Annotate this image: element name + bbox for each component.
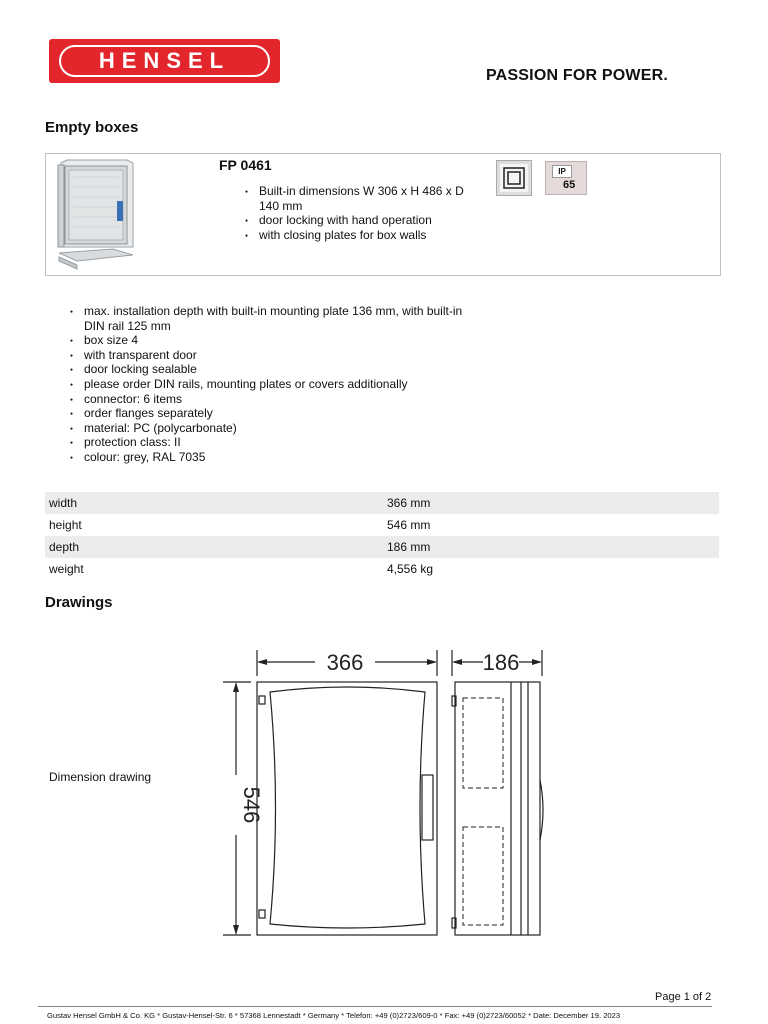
spec-row-width (45, 492, 719, 514)
spec-row-depth (45, 536, 719, 558)
dimension-drawing (215, 640, 555, 945)
drawings-title: Drawings (45, 594, 113, 611)
dim-depth-label: 186 (482, 650, 520, 675)
detail-item: ● door locking sealable (70, 362, 470, 377)
footer-text: Gustav Hensel GmbH & Co. KG * Gustav-Hensel-Str. 6 * 57368 Lennestadt * Germany * Telefon: +49 (0)2723/609-0 * Fax: +49 (0)2723/60052 * Date: December 19. 2023 (47, 1011, 621, 1020)
ip65-badge (545, 161, 587, 195)
logo-text: HENSEL (98, 48, 231, 73)
spec-key: depth (49, 540, 80, 554)
spec-value: 546 mm (387, 518, 431, 532)
spec-key: weight (49, 562, 84, 576)
detail-list (70, 304, 470, 465)
detail-item: ● colour: grey, RAL 7035 (70, 450, 470, 465)
footer-divider (38, 1006, 712, 1007)
detail-item: ● protection class: II (70, 435, 470, 450)
spec-value: 366 mm (387, 496, 431, 510)
spec-key: width (49, 496, 78, 510)
detail-item: ● with transparent door (70, 348, 470, 363)
spec-value: 4,556 kg (387, 562, 434, 576)
feature-item: ● door locking with hand operation (245, 213, 480, 228)
page-number: Page 1 of 2 (655, 991, 712, 1003)
hensel-logo (49, 39, 280, 83)
slogan: PASSION FOR POWER. (486, 67, 668, 84)
feature-list (245, 184, 480, 242)
protection-class-icon (496, 160, 532, 196)
detail-item: ● please order DIN rails, mounting plates or covers additionally (70, 377, 470, 392)
detail-item: ● connector: 6 items (70, 392, 470, 407)
feature-item: ● Built-in dimensions W 306 x H 486 x D 140 mm (245, 184, 480, 213)
dimension-drawing-label: Dimension drawing (49, 770, 152, 784)
dim-height-label: 546 (239, 786, 264, 824)
dim-width-label: 366 (326, 650, 364, 675)
spec-row-weight (45, 558, 719, 580)
section-title: Empty boxes (45, 119, 139, 136)
spec-key: height (49, 518, 82, 532)
feature-item: ● with closing plates for box walls (245, 228, 480, 243)
detail-item: ● box size 4 (70, 333, 470, 348)
product-code: FP 0461 (219, 157, 272, 173)
spec-value: 186 mm (387, 540, 431, 554)
ip-label: IP (552, 165, 572, 178)
product-image (55, 159, 137, 271)
detail-item: ● material: PC (polycarbonate) (70, 421, 470, 436)
ip-value: 65 (563, 179, 576, 191)
spec-row-height (45, 514, 719, 536)
detail-item: ● max. installation depth with built-in mounting plate 136 mm, with built-in DIN rail 125 mm (70, 304, 470, 333)
detail-item: ● order flanges separately (70, 406, 470, 421)
